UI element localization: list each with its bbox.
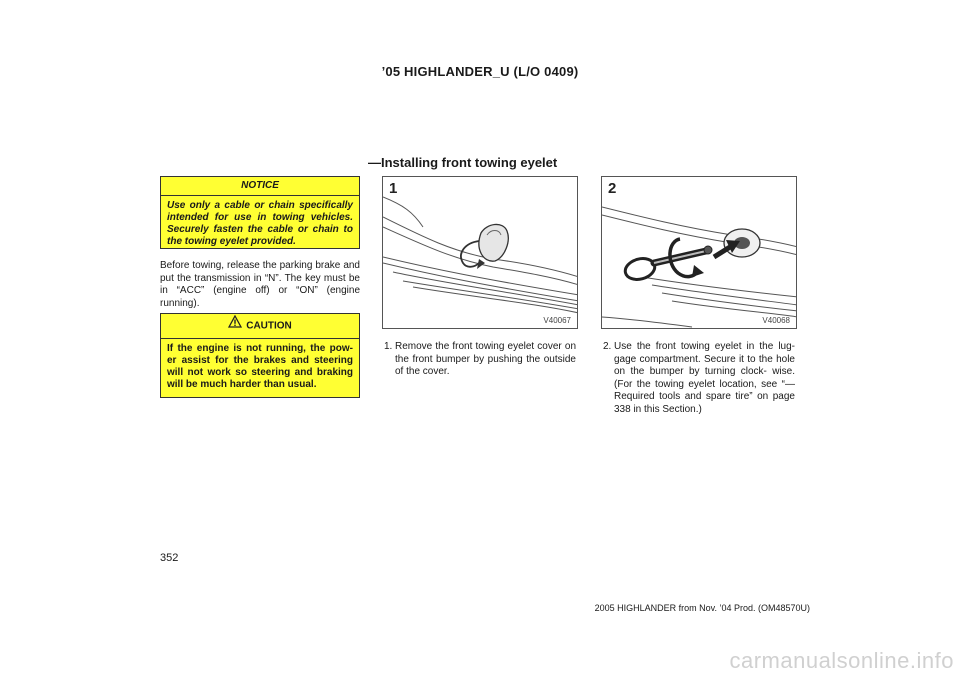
- figure-number: 2: [608, 180, 617, 197]
- section-title: —Installing front towing eyelet: [368, 155, 558, 170]
- notice-label: NOTICE: [161, 177, 359, 196]
- page-header-title: ’05 HIGHLANDER_U (L/O 0409): [381, 64, 579, 79]
- page-number: 352: [160, 552, 179, 564]
- watermark: carmanualsonline.info: [729, 648, 954, 673]
- step-text: Remove the front towing eyelet cover on the front bumper by pushing the outside of the cover.: [395, 341, 576, 377]
- figure-remove-eyelet-cover: [382, 176, 578, 329]
- figure-install-towing-eyelet: [601, 176, 797, 329]
- step-number: 2.: [603, 341, 612, 352]
- caution-text: If the engine is not running, the pow- er assist for the brakes and steering will not work so steering and braking will be much harder than usual.: [167, 343, 353, 390]
- notice-box: [160, 176, 360, 249]
- figure-code: V40068: [762, 316, 790, 325]
- figure-number: 1: [389, 180, 398, 197]
- step-text: Use the front towing eyelet in the lug- gage compartment. Secure it to the hole on the bumper by turning clock- wise. (For the towing eyelet location, see “—Required tools and spare tire” on page 338 in this Section.): [614, 341, 795, 415]
- figure-code: V40067: [543, 316, 571, 325]
- warning-triangle-icon: [228, 314, 242, 338]
- step-item: [384, 341, 576, 379]
- caution-label: CAUTION: [246, 320, 292, 332]
- footer-text: 2005 HIGHLANDER from Nov. ’04 Prod. (OM48570U): [594, 603, 810, 613]
- caution-header: [161, 314, 359, 339]
- notice-text: Use only a cable or chain specifically intended for use in towing vehicles. Securely fasten the cable or chain to the towing eyelet provided.: [167, 200, 353, 247]
- towing-eyelet-illustration: [602, 177, 797, 329]
- caution-box: [160, 313, 360, 398]
- step-number: 1.: [384, 341, 393, 352]
- towing-instructions-text: Before towing, release the parking brake and put the transmission in “N”. The key must be in “ACC” (engine off) or “ON” (engine running).: [160, 260, 360, 309]
- bumper-cover-illustration: [383, 177, 578, 329]
- step-item: [603, 341, 795, 416]
